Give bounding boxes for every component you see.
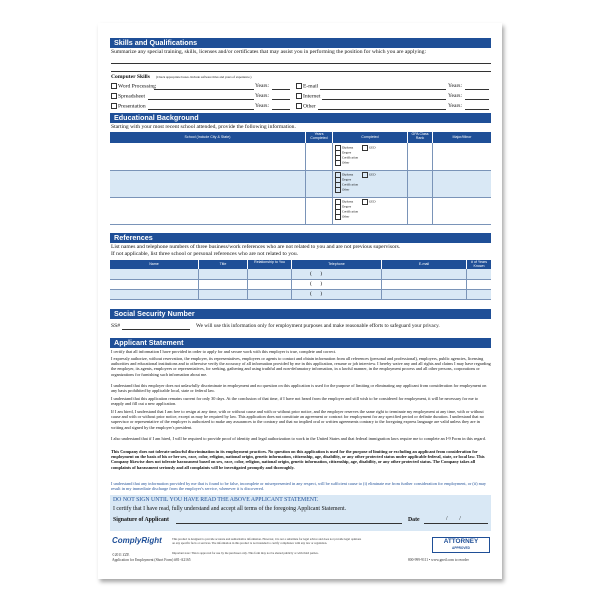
attorney-approved-badge xyxy=(432,537,490,553)
years-label: Years: xyxy=(255,93,270,99)
ref-name-header: Name xyxy=(110,260,198,269)
years-line[interactable] xyxy=(465,99,489,100)
education-row-border xyxy=(110,143,491,171)
education-section-header: Educational Background xyxy=(110,113,491,123)
skill-other[interactable]: Other xyxy=(296,103,316,110)
checkbox-icon[interactable] xyxy=(111,103,117,109)
date-label: Date xyxy=(408,517,420,523)
footer-contact: 800-999-9111 • www.gneil.com to reorder xyxy=(408,558,469,562)
skills-line-1[interactable] xyxy=(111,63,491,64)
statement-para-3: I understand that this employer does not unlawfully discriminate in employment and no question on this application is used for the purpose of limiting or eliminating any applicant from consideration for employment on any basis prohibited by applicable local, state or federal law. xyxy=(111,383,487,394)
statement-para-4: I understand that this application remains current for only 30 days. At the conclusion of that time, if I have not heard from the employer and still wish to be considered for employment, it will be necessary for me to reapply and fill out a new application. xyxy=(111,396,479,407)
checkbox-icon[interactable] xyxy=(296,83,302,89)
skill-spreadsheet[interactable]: Spreadsheet xyxy=(111,93,145,100)
checkbox-icon[interactable] xyxy=(362,199,368,205)
ref-telephone-header: Telephone xyxy=(292,260,381,269)
badge-top-text: ATTORNEY xyxy=(443,538,479,545)
statement-para-6: I also understand that if I am hired, I will be required to provide proof of identity and legal authorization to work in the United States and that federal immigration laws require me to complete an I-9 Form in this regard. xyxy=(111,436,486,441)
do-not-sign-warning: DO NOT SIGN UNTIL YOU HAVE READ THE ABOVE APPLICANT STATEMENT. xyxy=(113,497,319,503)
education-row-border xyxy=(110,197,491,225)
completed-column-header: Completed xyxy=(333,132,407,143)
references-intro-2: If not applicable, list three school or personal references who are not related to you. xyxy=(111,251,299,257)
column-divider xyxy=(247,269,248,299)
footer-code: ©2011 ZZE xyxy=(112,553,130,557)
ref-email-header: E-mail xyxy=(382,260,466,269)
column-divider xyxy=(432,143,433,224)
skill-internet[interactable]: Internet xyxy=(296,93,320,100)
checkbox-icon[interactable] xyxy=(362,145,368,151)
checkbox-icon[interactable] xyxy=(335,187,341,193)
years-label: Years: xyxy=(255,83,270,89)
skill-email[interactable]: E-mail xyxy=(296,83,318,90)
checkbox-icon[interactable] xyxy=(111,93,117,99)
years-line[interactable] xyxy=(272,89,290,90)
statement-para-2: I expressly authorize, without reservation, the employer, its representatives, employees or agents to contact and obtain information from all references (personal and professional), employers, public agencies, licensing authorities and educational institutions and to otherwise verify the accuracy of all information provided by me in this application, resume or job interview. I hereby waive any and all rights and claims I may have regarding the employer, its agents, employees or representatives, for seeking, gathering and using truthful and non-defamatory information, in a lawful manner, in the employment process and all other persons, corporations or organizations for furnishing such information about me. xyxy=(111,356,491,377)
signature-input[interactable] xyxy=(176,523,402,524)
column-divider xyxy=(291,269,292,299)
statement-para-5: If I am hired, I understand that I am free to resign at any time, with or without cause and with or without prior notice, and the employer reserves the same right to terminate my employment at any time, with or without cause and with or without prior notice, except as may be required by law. This application does not constitute an agreement or contract for employment for any specified period or definite duration. I understand that no supervisor or representative of the employer is authorized to make any assurances to the contrary and that no implied oral or written agreements contrary to the foregoing express language are valid unless they are in writing and signed by the employer's president. xyxy=(111,409,484,430)
gpa-column-header: GPA Class Rank xyxy=(408,132,432,143)
phone-parens: ( ) xyxy=(310,271,323,277)
years-line[interactable] xyxy=(465,109,489,110)
education-intro: Starting with your most recent school attended, provide the following information. xyxy=(111,124,296,130)
skills-intro: Summarize any special training, skills, licenses and/or certificates that may assist you in performing the position for which you are applying: xyxy=(111,49,427,55)
years-column-header: Years Completed xyxy=(306,132,332,143)
other-line[interactable] xyxy=(318,109,446,110)
ssn-input[interactable] xyxy=(122,329,190,330)
ref-relationship-header: Relationship to You xyxy=(248,260,291,269)
footer-disclaimer-3: Important note: This is approved for use by the purchaser only. This form may not be shared publicly or with third parties. xyxy=(172,551,319,555)
column-divider xyxy=(466,269,467,299)
footer-disclaimer-1: This product is designed to provide accurate and authoritative information. However, it is not a substitute for legal advice and does not provide legal opinions xyxy=(172,537,362,541)
skills-section-header: Skills and Qualifications xyxy=(110,38,491,48)
column-divider xyxy=(305,143,306,224)
checkbox-icon[interactable] xyxy=(362,172,368,178)
statement-para-7: This Company does not tolerate unlawful discrimination in its employment practices. No question on this application is used for the purpose of limiting or excluding an applicant from consideration for employment on the basis of his or her sex, race, color, religion, national origin, genetic information, citizenship, age, disability, or any other protected status under applicable federal, state, or local law. This Company likewise does not tolerate harassment based on sex, race, color, religion, national origin, genetic information, citizenship, age, disability, or any other protected status. The Company takes all complaints of harassment seriously and all complaints will be investigated promptly and thoroughly. xyxy=(111,449,485,470)
school-column-header: School (Include City & State) xyxy=(110,132,305,143)
ssn-note: We will use this information only for employment purposes and make reasonable efforts to safeguard your privacy. xyxy=(196,323,440,329)
statement-para-8: I understand that any information provided by me that is found to be false, incomplete or misrepresented in any respect, will be sufficient cause to (i) eliminate me from further consideration for employment, or (ii) may result in my immediate discharge from the employer's service, whenever it is discovered. xyxy=(111,481,487,492)
education-row-border xyxy=(110,170,491,198)
years-line[interactable] xyxy=(272,99,290,100)
computer-skills-note: (Check appropriate boxes. Include software titles and years of experience.) xyxy=(156,75,252,80)
references-intro-1: List names and telephone numbers of three business/work references who are not related to you and are not previous supervisors. xyxy=(111,244,401,250)
presentation-line[interactable] xyxy=(148,109,254,110)
application-form-page: Skills and Qualifications Summarize any special training, skills, licenses and/or certificates that may assist you in performing the position for which you are applying: Computer Skills (Check appropriate boxes. Include software titles and years of experience.) Word Processing Spreadsheet Presentation Years: Years: Years: E-mail Internet Other Years: Years: Years: Educational Background Starting with your most recent school attended, provide the following information. School (Include City & State) Years Completed Completed GPA Class Rank Major/Minor Diploma GED Degree Certification Other Diploma GED Degree Certification Other Diploma GED Degree Certification Other References List names and telephone numbers of three business/work references who are not related to you and are not previous supervisors. If not applicable, list three school or personal references who are not related to you. Name Title Relationship to You Telephone E-mail # of Years Known ( ) ( ) ( ) Social Security Number SS# We will use this information only for employment purposes and make reasonable efforts to safeguard your privacy. Applicant Statement I certify that all information I have provided in order to apply for and secure work with this employer is true, complete and correct. I expressly authorize, without reservation, the employer, its representatives, employees or agents to contact and obtain information from all references (personal and professional), employers, public agencies, licensing authorities and educational institutions and to otherwise verify the accuracy of all information provided by me in this application, resume or job interview. I hereby waive any and all rights and claims I may have regarding the employer, its agents, employees or representatives, for seeking, gathering and using truthful and non-defamatory information, in a lawful manner, in the employment process and all other persons, corporations or organizations for furnishing such information about me. I understand that this employer does not unlawfully discriminate in employment and no question on this application is used for the purpose of limiting or eliminating any applicant from consideration for employment on any basis prohibited by applicable local, state or federal law. I understand that this application remains current for only 30 days. At the conclusion of that time, if I have not heard from the employer and still wish to be considered for employment, it will be necessary for me to reapply and fill out a new application. If I am hired, I understand that I am free to resign at any time, with or without cause and with or without prior notice, and the employer reserves the same right to terminate my employment at any time, with or without cause and with or without prior notice, except as may be required by law. This application does not constitute an agreement or contract for employment for any specified period or definite duration. I understand that no supervisor or representative of the employer is authorized to make any assurances to the contrary and that no implied oral or written agreements contrary to the foregoing express language are valid unless they are in writing and signed by the employer's president. I also understand that if I am hired, I will be required to provide proof of identity and legal authorization to work in the United States and that federal immigration laws require me to complete an I-9 Form in this regard. This Company does not tolerate unlawful discrimination in its employment practices. No question on this application is used for the purpose of limiting or excluding an applicant from consideration for employment on the basis of his or her sex, race, color, religion, national origin, genetic information, citizenship, age, disability, or any other protected status under applicable federal, state, or local law. This Company likewise does not tolerate harassment based on sex, race, color, religion, national origin, genetic information, citizenship, age, disability, or any other protected status. The Company takes all complaints of harassment seriously and all complaints will be investigated promptly and thoroughly. I understand that any information provided by me that is found to be false, incomplete or misrepresented in any respect, will be sufficient cause to (i) eliminate me from further consideration for employment, or (ii) may result in my immediate discharge from the employer's service, whenever it is discovered. DO NOT SIGN UNTIL YOU HAVE READ THE ABOVE APPLICANT STATEMENT. I certify that I have read, fully understand and accept all terms of the foregoing Applicant Statement. Signature of Applicant Date / / ComplyRight ©2011 ZZE Application for Employment (Short Form) #81-A2165 This product is designed to provide accurate and authoritative information. However, it is not a substitute for legal advice and does not provide legal opinions on any specific facts or services. The information in this product is not intended to certify compliance with any law or regulation. Important note: This is approved for use by the purchaser only. This form may not be shared publicly or with third parties. 800-999-9111 • www.gneil.com to reorder ATTORNEY APPROVED xyxy=(98,23,502,579)
footer-disclaimer-2: on any specific facts or services. The information in this product is not intended to certify compliance with any law or regulation. xyxy=(172,541,328,545)
statement-para-1: I certify that all information I have provided in order to apply for and secure work with this employer is true, complete and correct. xyxy=(111,349,337,354)
major-column-header: Major/Minor xyxy=(433,132,491,143)
checkbox-icon[interactable] xyxy=(111,83,117,89)
checkbox-icon[interactable] xyxy=(296,103,302,109)
checkbox-icon[interactable] xyxy=(335,214,341,220)
column-divider xyxy=(198,269,199,299)
phone-parens: ( ) xyxy=(310,281,323,287)
footer-form-name: Application for Employment (Short Form) #81-A2165 xyxy=(112,558,191,562)
computer-skills-label: Computer Skills xyxy=(111,74,150,80)
checkbox-icon[interactable] xyxy=(296,93,302,99)
ref-years-header: # of Years Known xyxy=(467,260,491,269)
years-label: Years: xyxy=(255,103,270,109)
badge-bottom-text: APPROVED xyxy=(452,546,470,550)
ssn-label: SS# xyxy=(111,323,121,329)
years-label: Years: xyxy=(448,93,463,99)
statement-section-header: Applicant Statement xyxy=(110,338,491,348)
reference-row-border xyxy=(110,289,491,300)
skills-line-2[interactable] xyxy=(111,71,491,72)
column-divider xyxy=(332,143,333,224)
complyright-logo: ComplyRight xyxy=(112,536,162,545)
phone-parens: ( ) xyxy=(310,291,323,297)
years-label: Years: xyxy=(448,103,463,109)
checkbox-icon[interactable] xyxy=(335,160,341,166)
column-divider xyxy=(381,269,382,299)
date-slashes: / / xyxy=(446,516,461,522)
word-processing-line[interactable] xyxy=(154,89,254,90)
years-line[interactable] xyxy=(272,109,290,110)
signature-label: Signature of Applicant xyxy=(113,517,169,523)
date-input[interactable] xyxy=(424,523,488,524)
ssn-section-header: Social Security Number xyxy=(110,309,491,319)
references-section-header: References xyxy=(110,233,491,243)
spreadsheet-line[interactable] xyxy=(148,99,254,100)
years-line[interactable] xyxy=(465,89,489,90)
ref-title-header: Title xyxy=(199,260,247,269)
years-label: Years: xyxy=(448,83,463,89)
internet-line[interactable] xyxy=(322,99,446,100)
column-divider xyxy=(407,143,408,224)
skill-word-processing[interactable]: Word Processing xyxy=(111,83,156,90)
email-line[interactable] xyxy=(320,89,446,90)
certify-statement: I certify that I have read, fully understand and accept all terms of the foregoing Applicant Statement. xyxy=(113,506,347,512)
skill-presentation[interactable]: Presentation xyxy=(111,103,146,110)
